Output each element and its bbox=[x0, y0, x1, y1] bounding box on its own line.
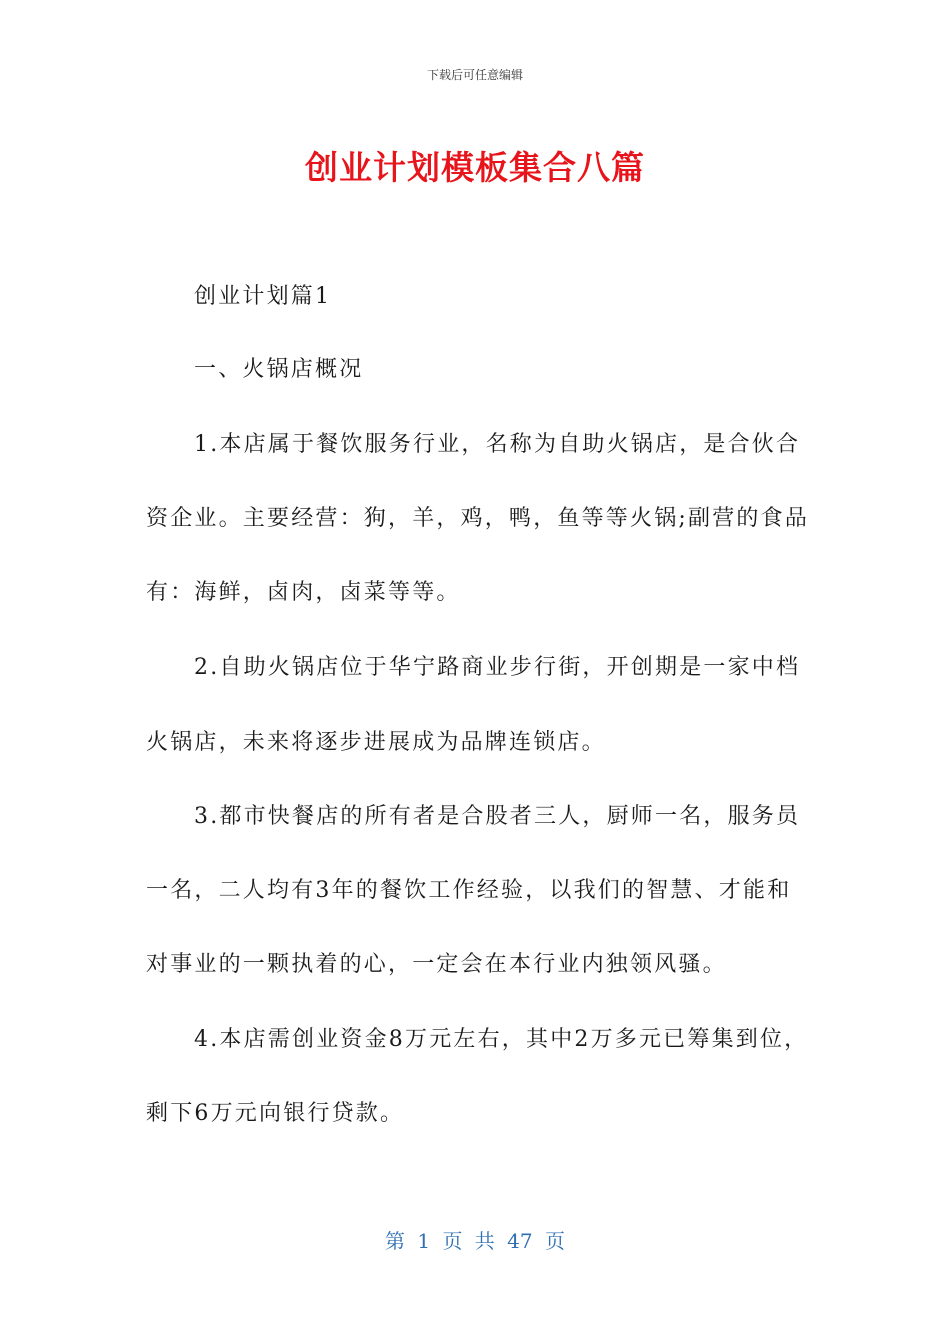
paragraph-line: 2.自助火锅店位于华宁路商业步行街，开创期是一家中档 bbox=[194, 655, 801, 680]
paragraph-line: 剩下6万元向银行贷款。 bbox=[146, 1101, 405, 1126]
page-number: 第 1 页 共 47 页 bbox=[385, 1229, 565, 1253]
paragraph-line: 1.本店属于餐饮服务行业，名称为自助火锅店，是合伙合 bbox=[194, 432, 801, 457]
paragraph-line: 3.都市快餐店的所有者是合股者三人，厨师一名，服务员 bbox=[194, 804, 801, 829]
header-note: 下载后可任意编辑 bbox=[426, 68, 523, 82]
subsection-heading: 一、火锅店概况 bbox=[194, 357, 364, 382]
document-title: 创业计划模板集合八篇 bbox=[305, 148, 645, 187]
paragraph-line: 资企业。主要经营：狗，羊，鸡，鸭，鱼等等火锅;副营的食品 bbox=[146, 506, 810, 531]
paragraph-line: 4.本店需创业资金8万元左右，其中2万多元已筹集到位， bbox=[194, 1027, 809, 1052]
paragraph-line: 火锅店，未来将逐步进展成为品牌连锁店。 bbox=[146, 730, 606, 755]
paragraph-line: 一名，二人均有3年的餐饮工作经验，以我们的智慧、才能和 bbox=[146, 878, 792, 903]
paragraph-line: 有：海鲜，卤肉，卤菜等等。 bbox=[146, 580, 461, 605]
section-heading: 创业计划篇1 bbox=[194, 284, 332, 309]
paragraph-line: 对事业的一颗执着的心，一定会在本行业内独领风骚。 bbox=[146, 952, 727, 977]
